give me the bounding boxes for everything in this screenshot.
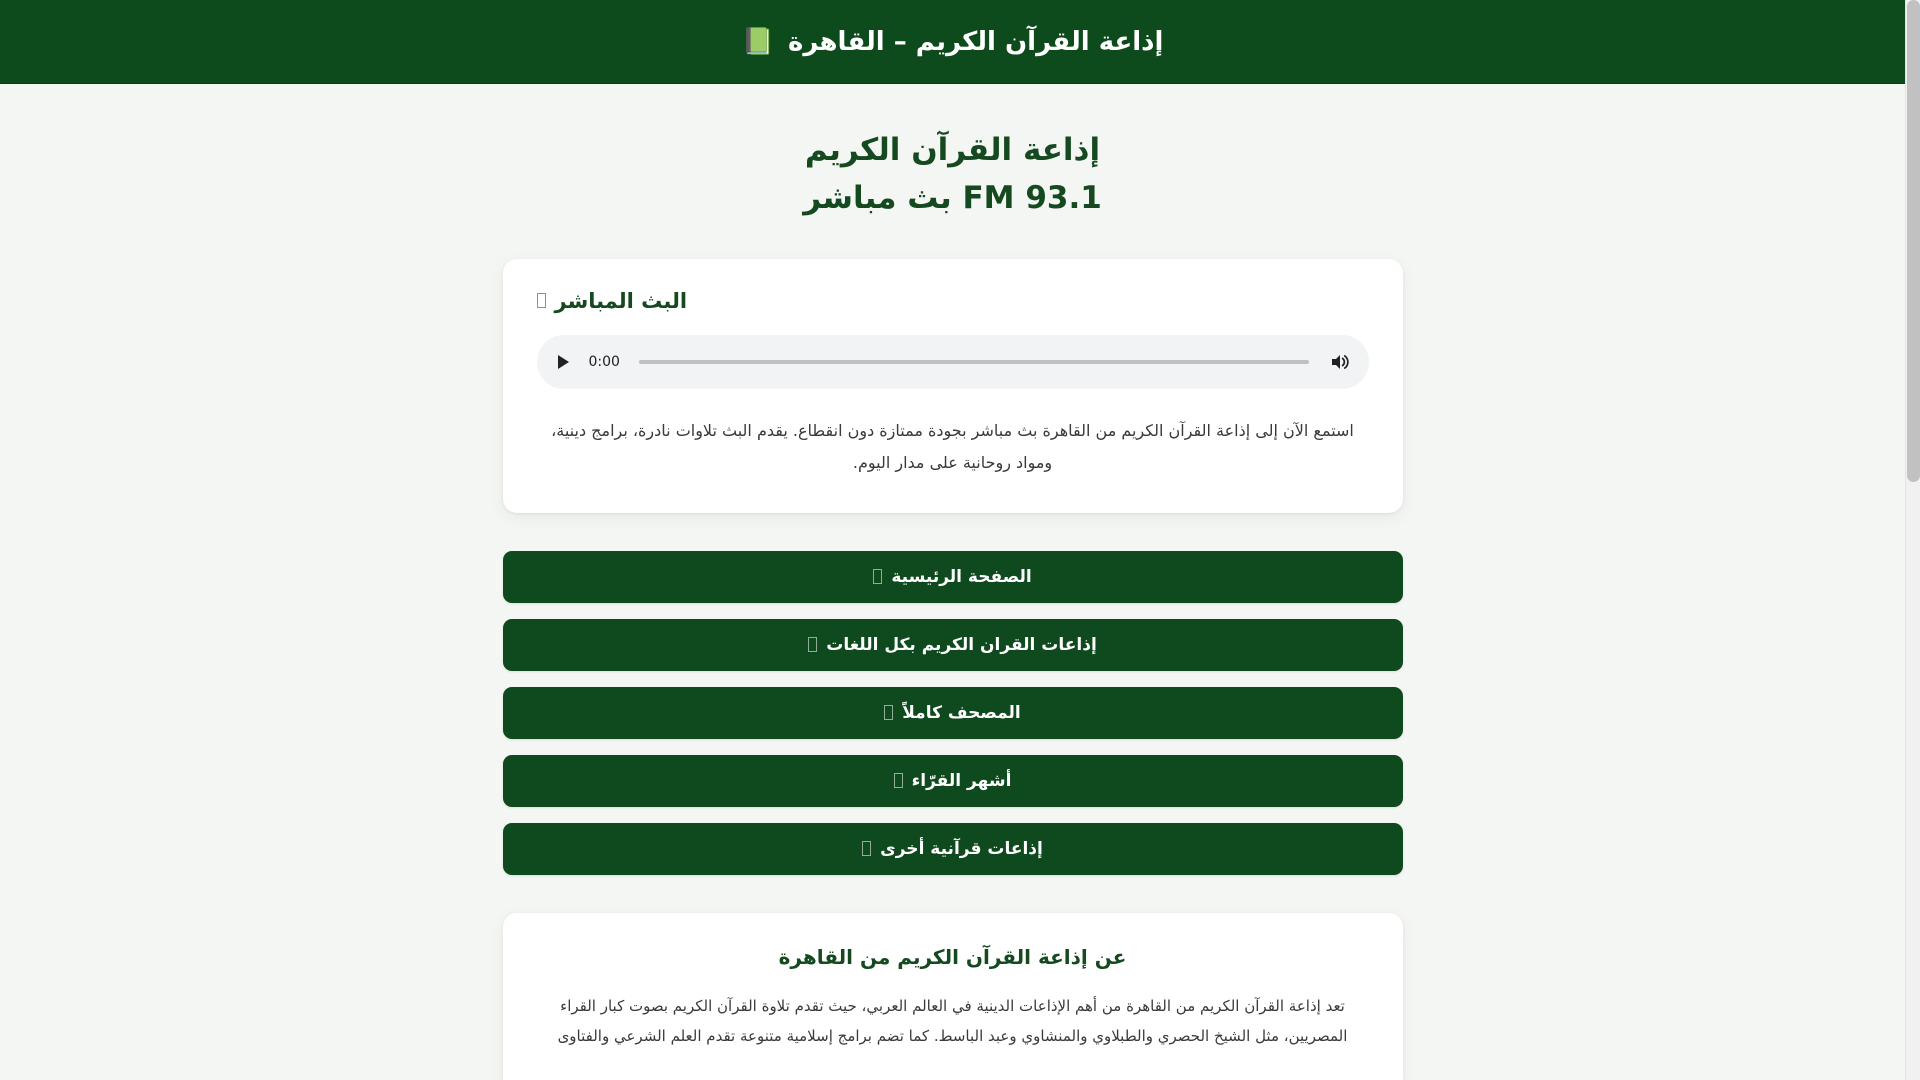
live-broadcast-heading bbox=[537, 289, 1369, 313]
volume-icon bbox=[1330, 353, 1350, 371]
audio-current-time: 0:00 bbox=[588, 353, 620, 370]
missing-glyph-icon bbox=[862, 841, 871, 856]
scrollbar-thumb[interactable] bbox=[1907, 0, 1920, 482]
nav-button-all-languages[interactable] bbox=[503, 619, 1403, 671]
live-broadcast-card bbox=[503, 259, 1403, 513]
nav-button-list bbox=[503, 551, 1403, 875]
nav-button-full-mushaf[interactable] bbox=[503, 687, 1403, 739]
missing-glyph-icon bbox=[873, 569, 882, 584]
nav-button-label: إذاعات قرآنية أخرى bbox=[880, 838, 1043, 859]
page-title-line1: إذاعة القرآن الكريم bbox=[804, 132, 1101, 168]
site-header bbox=[0, 0, 1905, 84]
missing-glyph-icon bbox=[808, 637, 817, 652]
play-button[interactable] bbox=[551, 349, 577, 375]
audio-progress-bar[interactable] bbox=[639, 360, 1309, 364]
missing-glyph-icon bbox=[537, 293, 546, 308]
nav-button-label: أشهر القرّاء bbox=[911, 770, 1012, 791]
nav-button-label: الصفحة الرئيسية bbox=[891, 566, 1032, 587]
page-title-line2: FM 93.1 بث مباشر bbox=[803, 180, 1102, 217]
live-broadcast-heading-label: البث المباشر bbox=[554, 288, 688, 313]
audio-player[interactable] bbox=[537, 335, 1369, 389]
about-heading: عن إذاعة القرآن الكريم من القاهرة bbox=[778, 944, 1127, 969]
nav-button-label: المصحف كاملاً bbox=[902, 702, 1021, 723]
about-card bbox=[503, 913, 1403, 1080]
volume-button[interactable] bbox=[1327, 349, 1353, 375]
nav-button-label: إذاعات القران الكريم بكل اللغات bbox=[826, 634, 1097, 655]
missing-glyph-icon bbox=[894, 773, 903, 788]
vertical-scrollbar[interactable] bbox=[1905, 0, 1920, 1080]
page-title bbox=[0, 126, 1905, 223]
play-icon bbox=[558, 355, 569, 369]
nav-button-home[interactable] bbox=[503, 551, 1403, 603]
green-book-icon: 📗 bbox=[741, 26, 774, 57]
nav-button-other-stations[interactable] bbox=[503, 823, 1403, 875]
about-body: تعد إذاعة القرآن الكريم من القاهرة من أهم الإذاعات الدينية في العالم العربي، حيث تقدم تلاوة القرآن الكريم بصوت كبار القراء المصريين، مثل الشيخ الحصري والطبلاوي والمنشاوي وعبد الباسط. كما تضم برامج إسلامية متنوعة تقدم العلم الشرعي والفتاوى bbox=[557, 996, 1348, 1046]
nav-button-famous-reciters[interactable] bbox=[503, 755, 1403, 807]
missing-glyph-icon bbox=[884, 705, 893, 720]
brand bbox=[742, 27, 1164, 57]
site-title: إذاعة القرآن الكريم – القاهرة bbox=[788, 26, 1164, 57]
live-broadcast-description: استمع الآن إلى إذاعة القرآن الكريم من القاهرة بث مباشر بجودة ممتازة دون انقطاع. يقدم البث تلاوات نادرة، برامج دينية، ومواد روحانية على مدار اليوم. bbox=[551, 420, 1354, 472]
